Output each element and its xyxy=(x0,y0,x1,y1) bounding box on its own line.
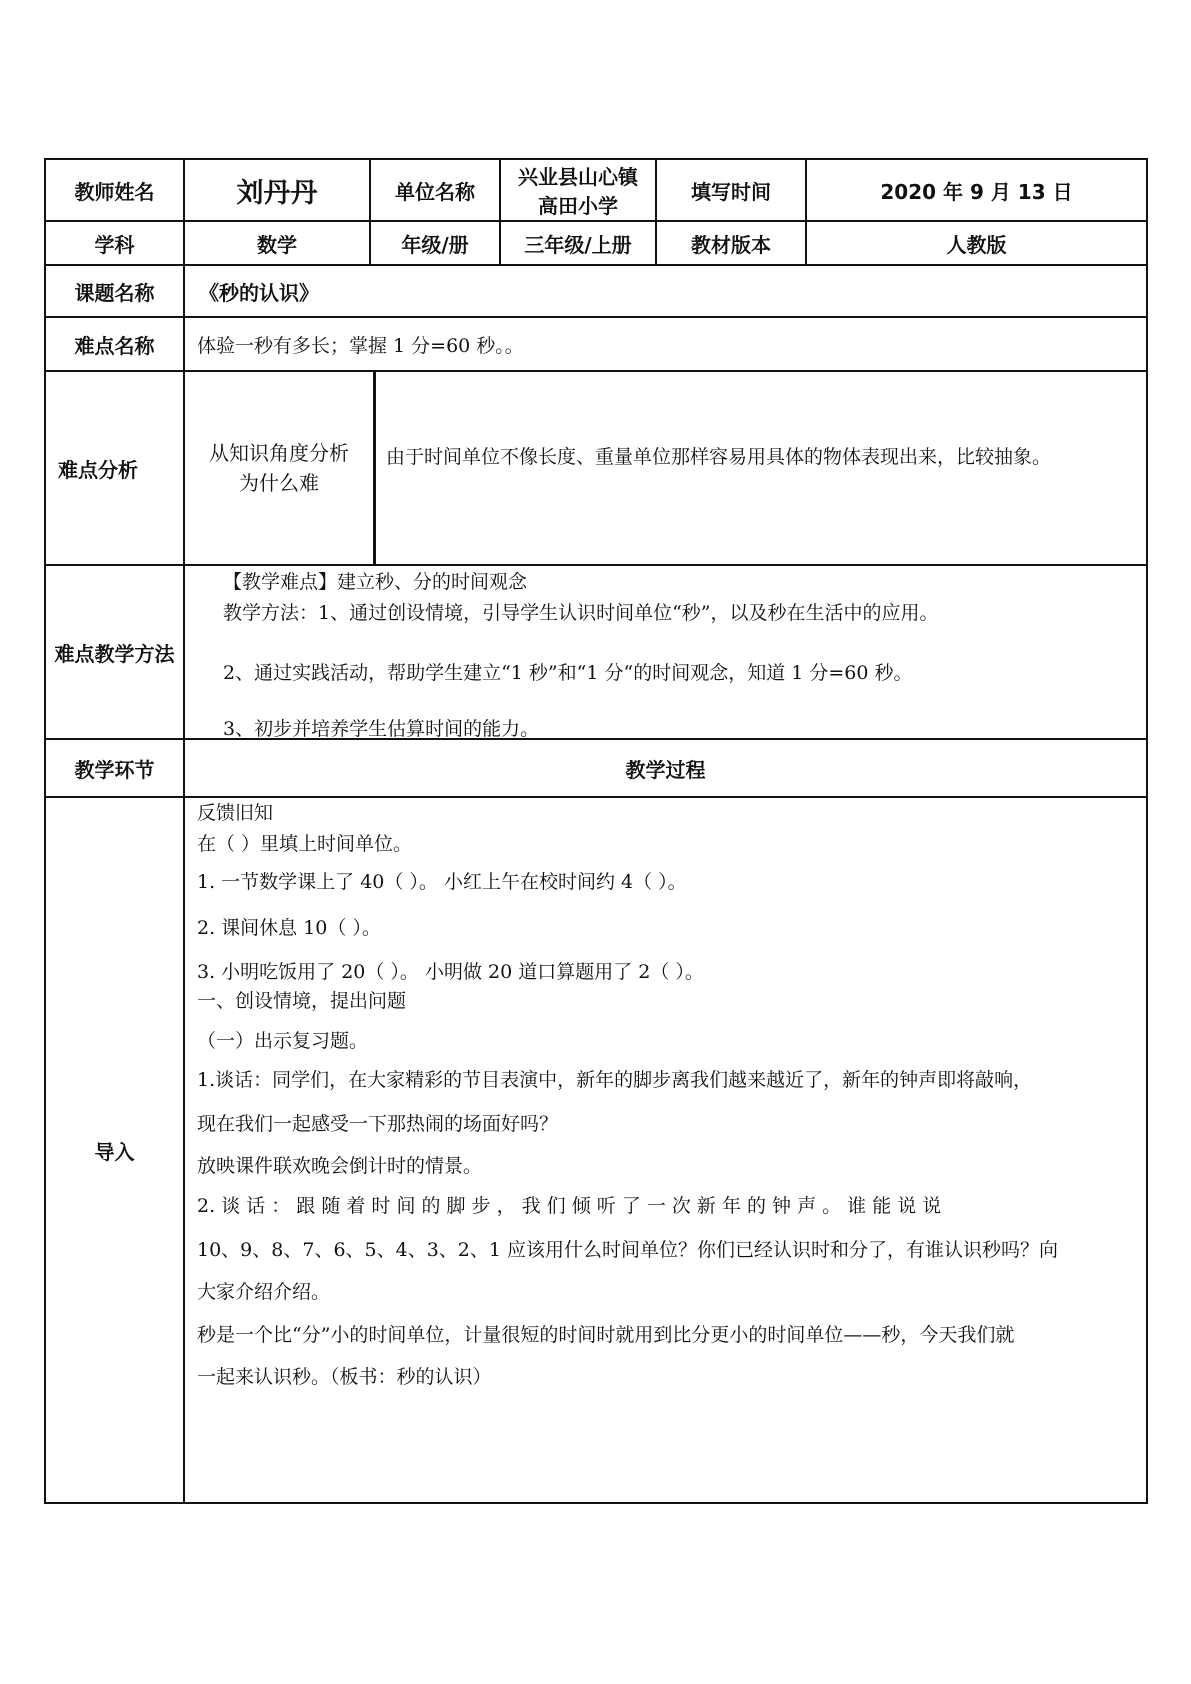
fill-date-label: 填写时间 xyxy=(655,160,805,220)
topic-label: 课题名称 xyxy=(74,280,155,305)
method-label: 难点教学方法 xyxy=(54,641,175,666)
intro-line-8: 1.谈话：同学们，在大家精彩的节目表演中，新年的脚步离我们越来越近了，新年的钟声即将敲响， xyxy=(197,1069,1033,1091)
intro-line-6: 一、创设情境，提出问题 xyxy=(197,990,407,1012)
process-header-row xyxy=(46,740,1146,798)
header-row-1 xyxy=(46,160,1146,222)
grade-label: 年级/册 xyxy=(369,222,499,264)
intro-line-2: 在（ ）里填上时间单位。 xyxy=(197,833,413,855)
topic-row xyxy=(46,266,1146,318)
fill-date-value: 2020 年 9 月 13 日 xyxy=(805,160,1146,220)
intro-line-14: 秒是一个比“分”小的时间单位，计量很短的时间时就用到比分更小的时间单位——秒，今天我们就 xyxy=(197,1324,1015,1346)
teacher-name-label: 教师姓名 xyxy=(74,179,155,204)
analysis-sub-label: 从知识角度分析为什么难 xyxy=(209,441,349,495)
analysis-text: 由于时间单位不像长度、重量单位那样容易用具体的物体表现出来，比较抽象。 xyxy=(386,446,1052,468)
edition-label: 教材版本 xyxy=(655,222,805,264)
method-row xyxy=(46,566,1146,740)
unit-name-value xyxy=(499,160,655,220)
lesson-plan-table xyxy=(44,158,1148,1504)
intro-label: 导入 xyxy=(94,1139,135,1164)
intro-line-10: 放映课件联欢晚会倒计时的情景。 xyxy=(197,1155,483,1177)
intro-line-15: 一起来认识秒。（板书：秒的认识） xyxy=(197,1366,492,1388)
analysis-text-cell xyxy=(373,372,1146,564)
intro-line-12: 10、9、8、7、6、5、4、3、2、1 应该用什么时间单位？你们已经认识时和分了，有谁认识秒吗？向 xyxy=(197,1239,1059,1261)
intro-row xyxy=(46,798,1146,1502)
method-line-3: 2、通过实践活动，帮助学生建立“1 秒”和“1 分“的时间观念，知道 1 分=60 秒。 xyxy=(223,662,913,684)
unit-name-label: 单位名称 xyxy=(369,160,499,220)
unit-name-line-2: 高田小学 xyxy=(538,194,618,218)
unit-name-line-1: 兴业县山心镇 xyxy=(518,165,638,189)
analysis-label: 难点分析 xyxy=(58,457,138,482)
difficulty-row xyxy=(46,318,1146,372)
intro-line-4: 2. 课间休息 10（ ）。 xyxy=(197,917,381,939)
method-line-2: 教学方法：1、通过创设情境，引导学生认识时间单位“秒”，以及秒在生活中的应用。 xyxy=(223,602,939,624)
subject-label: 学科 xyxy=(94,232,135,257)
analysis-sub-label-cell xyxy=(183,372,373,564)
intro-line-3: 1. 一节数学课上了 40（ ）。 小红上午在校时间约 4（ ）。 xyxy=(197,871,687,893)
intro-line-11: 2. 谈 话 ： 跟 随 着 时 间 的 脚 步 ， 我 们 倾 听 了 一 次 新 年 的 钟 声 。 谁 能 说 说 xyxy=(197,1195,942,1217)
intro-line-5: 3. 小明吃饭用了 20（ ）。 小明做 20 道口算题用了 2（ ）。 xyxy=(197,961,704,983)
edition-value: 人教版 xyxy=(805,222,1146,264)
analysis-row xyxy=(46,372,1146,566)
difficulty-value: 体验一秒有多长；掌握 1 分=60 秒。。 xyxy=(197,334,524,357)
method-content-cell xyxy=(183,566,1146,738)
grade-value: 三年级/上册 xyxy=(499,222,655,264)
process-title: 教学过程 xyxy=(183,740,1146,796)
intro-line-13: 大家介绍介绍。 xyxy=(197,1281,331,1303)
method-line-1: 【教学难点】建立秒、分的时间观念 xyxy=(223,571,528,593)
subject-value: 数学 xyxy=(183,222,369,264)
intro-line-7: （一）出示复习题。 xyxy=(197,1030,369,1052)
topic-value: 《秒的认识》 xyxy=(199,280,319,305)
process-stage-label: 教学环节 xyxy=(74,757,155,782)
method-line-4: 3、初步并培养学生估算时间的能力。 xyxy=(223,718,540,740)
difficulty-label: 难点名称 xyxy=(74,333,155,358)
teacher-name-value: 刘丹丹 xyxy=(183,160,369,220)
header-row-2 xyxy=(46,222,1146,266)
topic-value-cell xyxy=(183,266,1146,316)
intro-content-cell xyxy=(183,798,1146,1502)
intro-line-1: 反馈旧知 xyxy=(197,802,274,824)
difficulty-value-cell xyxy=(183,318,1146,370)
intro-line-9: 现在我们一起感受一下那热闹的场面好吗？ xyxy=(197,1113,559,1135)
